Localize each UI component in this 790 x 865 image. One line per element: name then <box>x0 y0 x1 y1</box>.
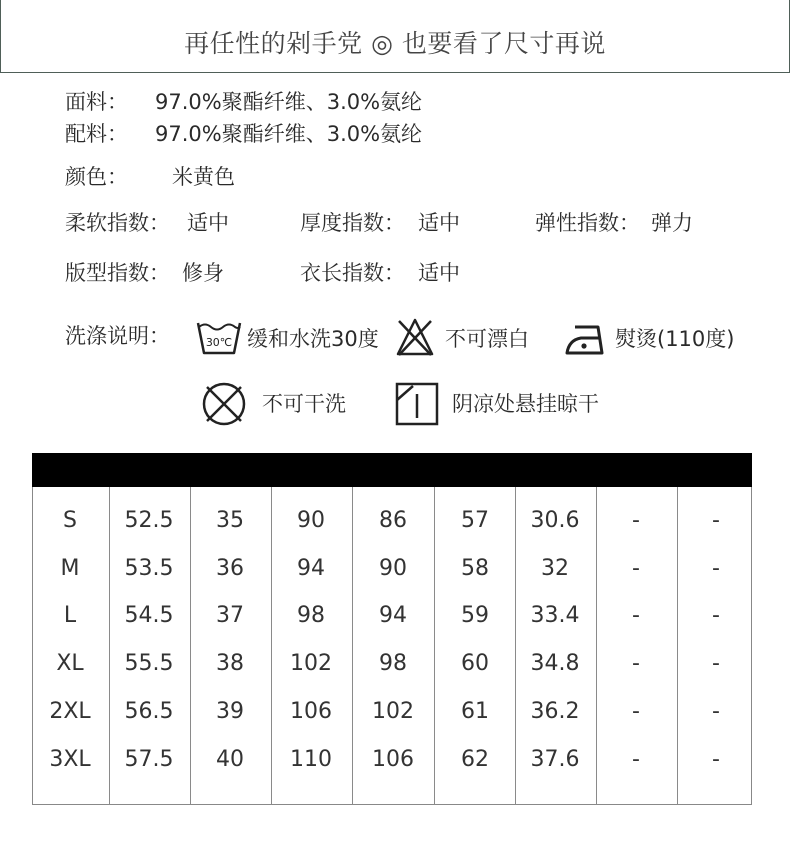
cell-waist: 102 <box>372 699 414 724</box>
elasticity-value: 弹力 <box>651 211 693 235</box>
softness-label: 柔软指数： <box>65 211 170 235</box>
cell-waist: 94 <box>379 603 407 628</box>
elasticity-label: 弹性指数： <box>535 211 640 235</box>
cell-empty-2: - <box>712 508 720 533</box>
cell-empty-2: - <box>712 747 720 772</box>
cell-waist: 98 <box>379 651 407 676</box>
cell-sleeve-length: 62 <box>461 747 489 772</box>
no-bleach-icon <box>395 317 435 357</box>
header-empty-1: – <box>627 4 638 28</box>
cell-sleeve-width: 37.6 <box>530 747 580 772</box>
wash-30-icon <box>195 317 243 357</box>
no-dry-clean-text: 不可干洗 <box>262 392 346 416</box>
cell-sleeve-width: 34.8 <box>530 651 580 676</box>
fabric-value: 97.0%聚酯纤维、3.0%氨纶 <box>155 90 423 114</box>
cell-back-length: 52.5 <box>124 508 174 533</box>
header-empty-2: – <box>707 4 718 28</box>
cell-shoulder: 36 <box>216 556 244 581</box>
cell-empty-1: - <box>632 556 640 581</box>
cell-empty-1: - <box>632 508 640 533</box>
cell-size: S <box>63 508 77 533</box>
cell-waist: 86 <box>379 508 407 533</box>
header-shoulder: 肩宽 <box>206 4 248 28</box>
cell-sleeve-length: 58 <box>461 556 489 581</box>
cell-chest: 102 <box>290 651 332 676</box>
cell-sleeve-length: 61 <box>461 699 489 724</box>
cell-empty-2: - <box>712 699 720 724</box>
cell-sleeve-width: 32 <box>541 556 569 581</box>
header-sleeve-length: 袖长 <box>452 4 494 28</box>
cell-back-length: 54.5 <box>124 603 174 628</box>
color-value: 米黄色 <box>172 165 235 189</box>
cell-sleeve-width: 33.4 <box>530 603 580 628</box>
header-back-length: 后中长 <box>122 4 185 28</box>
fit-label: 版型指数： <box>65 261 170 285</box>
cell-shoulder: 35 <box>216 508 244 533</box>
no-dry-clean-icon <box>201 381 247 427</box>
cell-empty-2: - <box>712 556 720 581</box>
cell-back-length: 57.5 <box>124 747 174 772</box>
size-table-header <box>32 453 752 487</box>
cell-sleeve-length: 59 <box>461 603 489 628</box>
iron-icon <box>565 320 607 356</box>
wash-temperature: 30℃ <box>205 336 233 349</box>
cell-waist: 106 <box>372 747 414 772</box>
header-chest: 胸围 <box>285 4 327 28</box>
shade-dry-text: 阴凉处悬挂晾干 <box>452 392 599 416</box>
cell-sleeve-width: 36.2 <box>530 699 580 724</box>
lining-value: 97.0%聚酯纤维、3.0%氨纶 <box>155 122 423 146</box>
lining-label: 配料： <box>65 122 128 146</box>
cell-sleeve-width: 30.6 <box>530 508 580 533</box>
length-label: 衣长指数： <box>300 261 405 285</box>
cell-back-length: 56.5 <box>124 699 174 724</box>
color-label: 颜色： <box>65 165 128 189</box>
cell-size: 2XL <box>49 699 91 724</box>
iron-text: 熨烫(110度) <box>615 327 735 351</box>
cell-size: L <box>63 603 77 628</box>
length-value: 适中 <box>418 261 460 285</box>
cell-shoulder: 40 <box>216 747 244 772</box>
cell-waist: 90 <box>379 556 407 581</box>
cell-empty-1: - <box>632 747 640 772</box>
cell-size: M <box>60 556 80 581</box>
cell-chest: 106 <box>290 699 332 724</box>
cell-chest: 110 <box>290 747 332 772</box>
cell-sleeve-length: 60 <box>461 651 489 676</box>
cell-empty-1: - <box>632 699 640 724</box>
cell-empty-1: - <box>632 651 640 676</box>
cell-empty-2: - <box>712 651 720 676</box>
cell-chest: 90 <box>297 508 325 533</box>
wash-text: 缓和水洗30度 <box>247 327 379 351</box>
care-label: 洗涤说明： <box>65 324 170 348</box>
cell-sleeve-length: 57 <box>461 508 489 533</box>
header-size: 尺码 <box>40 4 82 28</box>
cell-size: XL <box>56 651 84 676</box>
fabric-label: 面料： <box>65 90 128 114</box>
thickness-label: 厚度指数： <box>300 211 405 235</box>
shade-dry-icon <box>395 382 439 426</box>
thickness-value: 适中 <box>418 211 460 235</box>
cell-back-length: 53.5 <box>124 556 174 581</box>
cell-back-length: 55.5 <box>124 651 174 676</box>
header-waist: 腰围 <box>367 4 409 28</box>
cell-chest: 94 <box>297 556 325 581</box>
softness-value: 适中 <box>187 211 229 235</box>
cell-shoulder: 37 <box>216 603 244 628</box>
no-bleach-text: 不可漂白 <box>445 327 529 351</box>
cell-shoulder: 39 <box>216 699 244 724</box>
cell-size: 3XL <box>49 747 91 772</box>
cell-empty-1: - <box>632 603 640 628</box>
cell-empty-2: - <box>712 603 720 628</box>
fit-value: 修身 <box>182 261 224 285</box>
page-title: 再任性的剁手党 ◎ 也要看了尺寸再说 <box>184 29 606 58</box>
cell-shoulder: 38 <box>216 651 244 676</box>
header-sleeve-width: 袖肥 <box>528 4 570 28</box>
cell-chest: 98 <box>297 603 325 628</box>
